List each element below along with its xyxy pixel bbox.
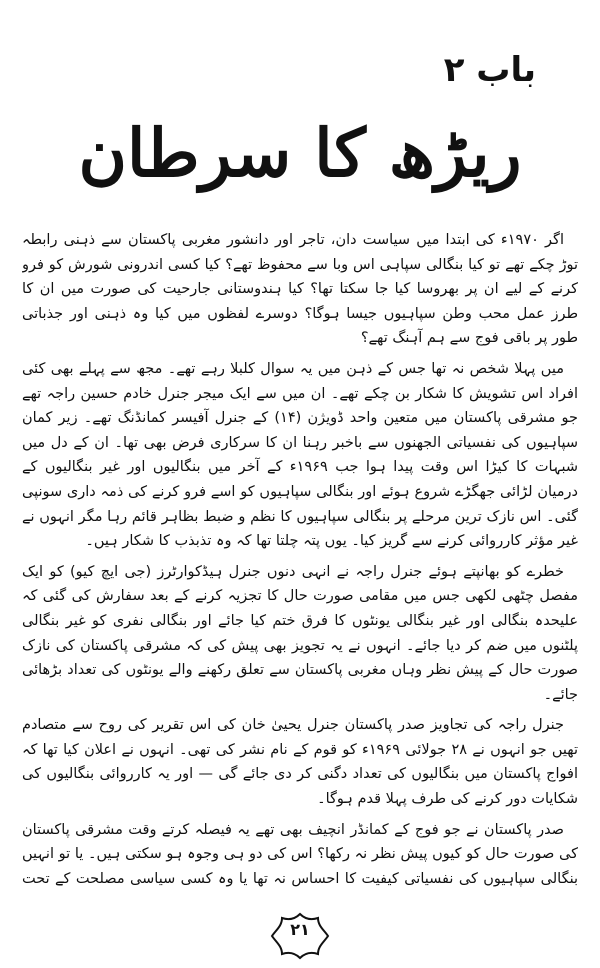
paragraph: جنرل راجہ کی تجاویز صدر پاکستان جنرل یحییٰ خان کی اس تقریر کی روح سے متصادم تھیں جو انہوں نے ۲۸ جولائی ۱۹۶۹ء کو قوم کے نام نشر کی تھی۔ انہوں نے اعلان کیا تھا کہ افواج پاکستان میں بنگالیوں کی تعداد دگنی کر دی جائے گی — اور یہ کارروائی بنگالیوں کی شکایات دور کرنے کی طرف پہلا قدم ہوگا۔ [22,717,578,808]
paragraph: اگر ۱۹۷۰ء کی ابتدا میں سیاست دان، تاجر اور دانشور مغربی پاکستان سے ذہنی رابطہ توڑ چکے تھے تو کیا بنگالی سپاہی اس وبا سے محفوظ تھے؟ کیا کسی اندرونی شورش کو فرو کرنے کے لیے ان پر بھروسا کیا جا سکتا تھا؟ کیا ہندوستانی جارحیت کی صورت میں ان کا طرز عمل محب وطن سپاہیوں جیسا ہوگا؟ دوسرے لفظوں میں کیا وہ ذہنی اور جذباتی طور پر باقی فوج سے ہم آہنگ تھے؟ [22,232,578,347]
paragraph: خطرے کو بھانپتے ہوئے جنرل راجہ نے انہی دنوں جنرل ہیڈکوارٹرز (جی ایچ کیو) کو ایک مفصل چٹھی لکھی جس میں مقامی صورت حال کا تجزیہ کرنے کے بعد سفارش کی گئی کہ علیحدہ بنگالی اور غیر بنگالی یونٹوں کا فرق ختم کیا جائے اور بنگالی نفری کو غیر بنگالی پلٹنوں میں ضم کر دیا جائے۔ انہوں نے یہ تجویز بھی پیش کی کہ مشرقی پاکستان کی نازک صورت حال کے پیش نظر وہاں مغربی پاکستان سے تعلق رکھنے والے یونٹوں کی تعداد بڑھائی جائے۔ [22,563,578,703]
page-number: ۲۱ [290,920,310,939]
chapter-title: ریڑھ کا سرطان [78,114,522,192]
paragraph: صدر پاکستان نے جو فوج کے کمانڈر انچیف بھی تھے یہ فیصلہ کرتے وقت مشرقی پاکستان کی صورت حال کو کیوں پیش نظر نہ رکھا؟ اس کی دو ہی وجوہ ہو سکتی ہیں۔ یا تو انہیں بنگالی سپاہیوں کی نفسیاتی کیفیت کا احساس نہ تھا یا وہ کسی سیاسی مصلحت کے تحت [22,821,578,887]
body-text [22,228,578,888]
paragraph: میں پہلا شخص نہ تھا جس کے ذہن میں یہ سوال کلبلا رہے تھے۔ مجھ سے پہلے بھی کئی افراد اس تشویش کا شکار بن چکے تھے۔ ان میں سے ایک میجر جنرل خادم حسین راجہ تھے جو مشرقی پاکستان میں متعین واحد ڈویژن (۱۴) کے جنرل آفیسر کمانڈنگ تھے۔ زیر کمان سپاہیوں کی نفسیاتی الجھنوں سے باخبر رہنا ان کا سرکاری فرض بھی تھا۔ ان کے دل میں شبہات کا کیڑا اس وقت پیدا ہوا جب ۱۹۶۹ء کے آخر میں بنگالیوں اور غیر بنگالیوں کے درمیان لڑائی جھگڑے شروع ہوئے اور بنگالی سپاہیوں کو اسے فرو کرنے کی ذمہ داری سونپی گئی۔ اس نازک ترین مرحلے پر بنگالی سپاہیوں کا نظم و ضبط بظاہر قائم رہا مگر انہوں نے غیر مؤثر کارروائی کرنے سے گریز کیا۔ یوں پتہ چلتا تھا کہ وہ تذبذب کا شکار ہیں۔ [22,360,578,550]
chapter-label: باب ۲ [443,50,536,90]
